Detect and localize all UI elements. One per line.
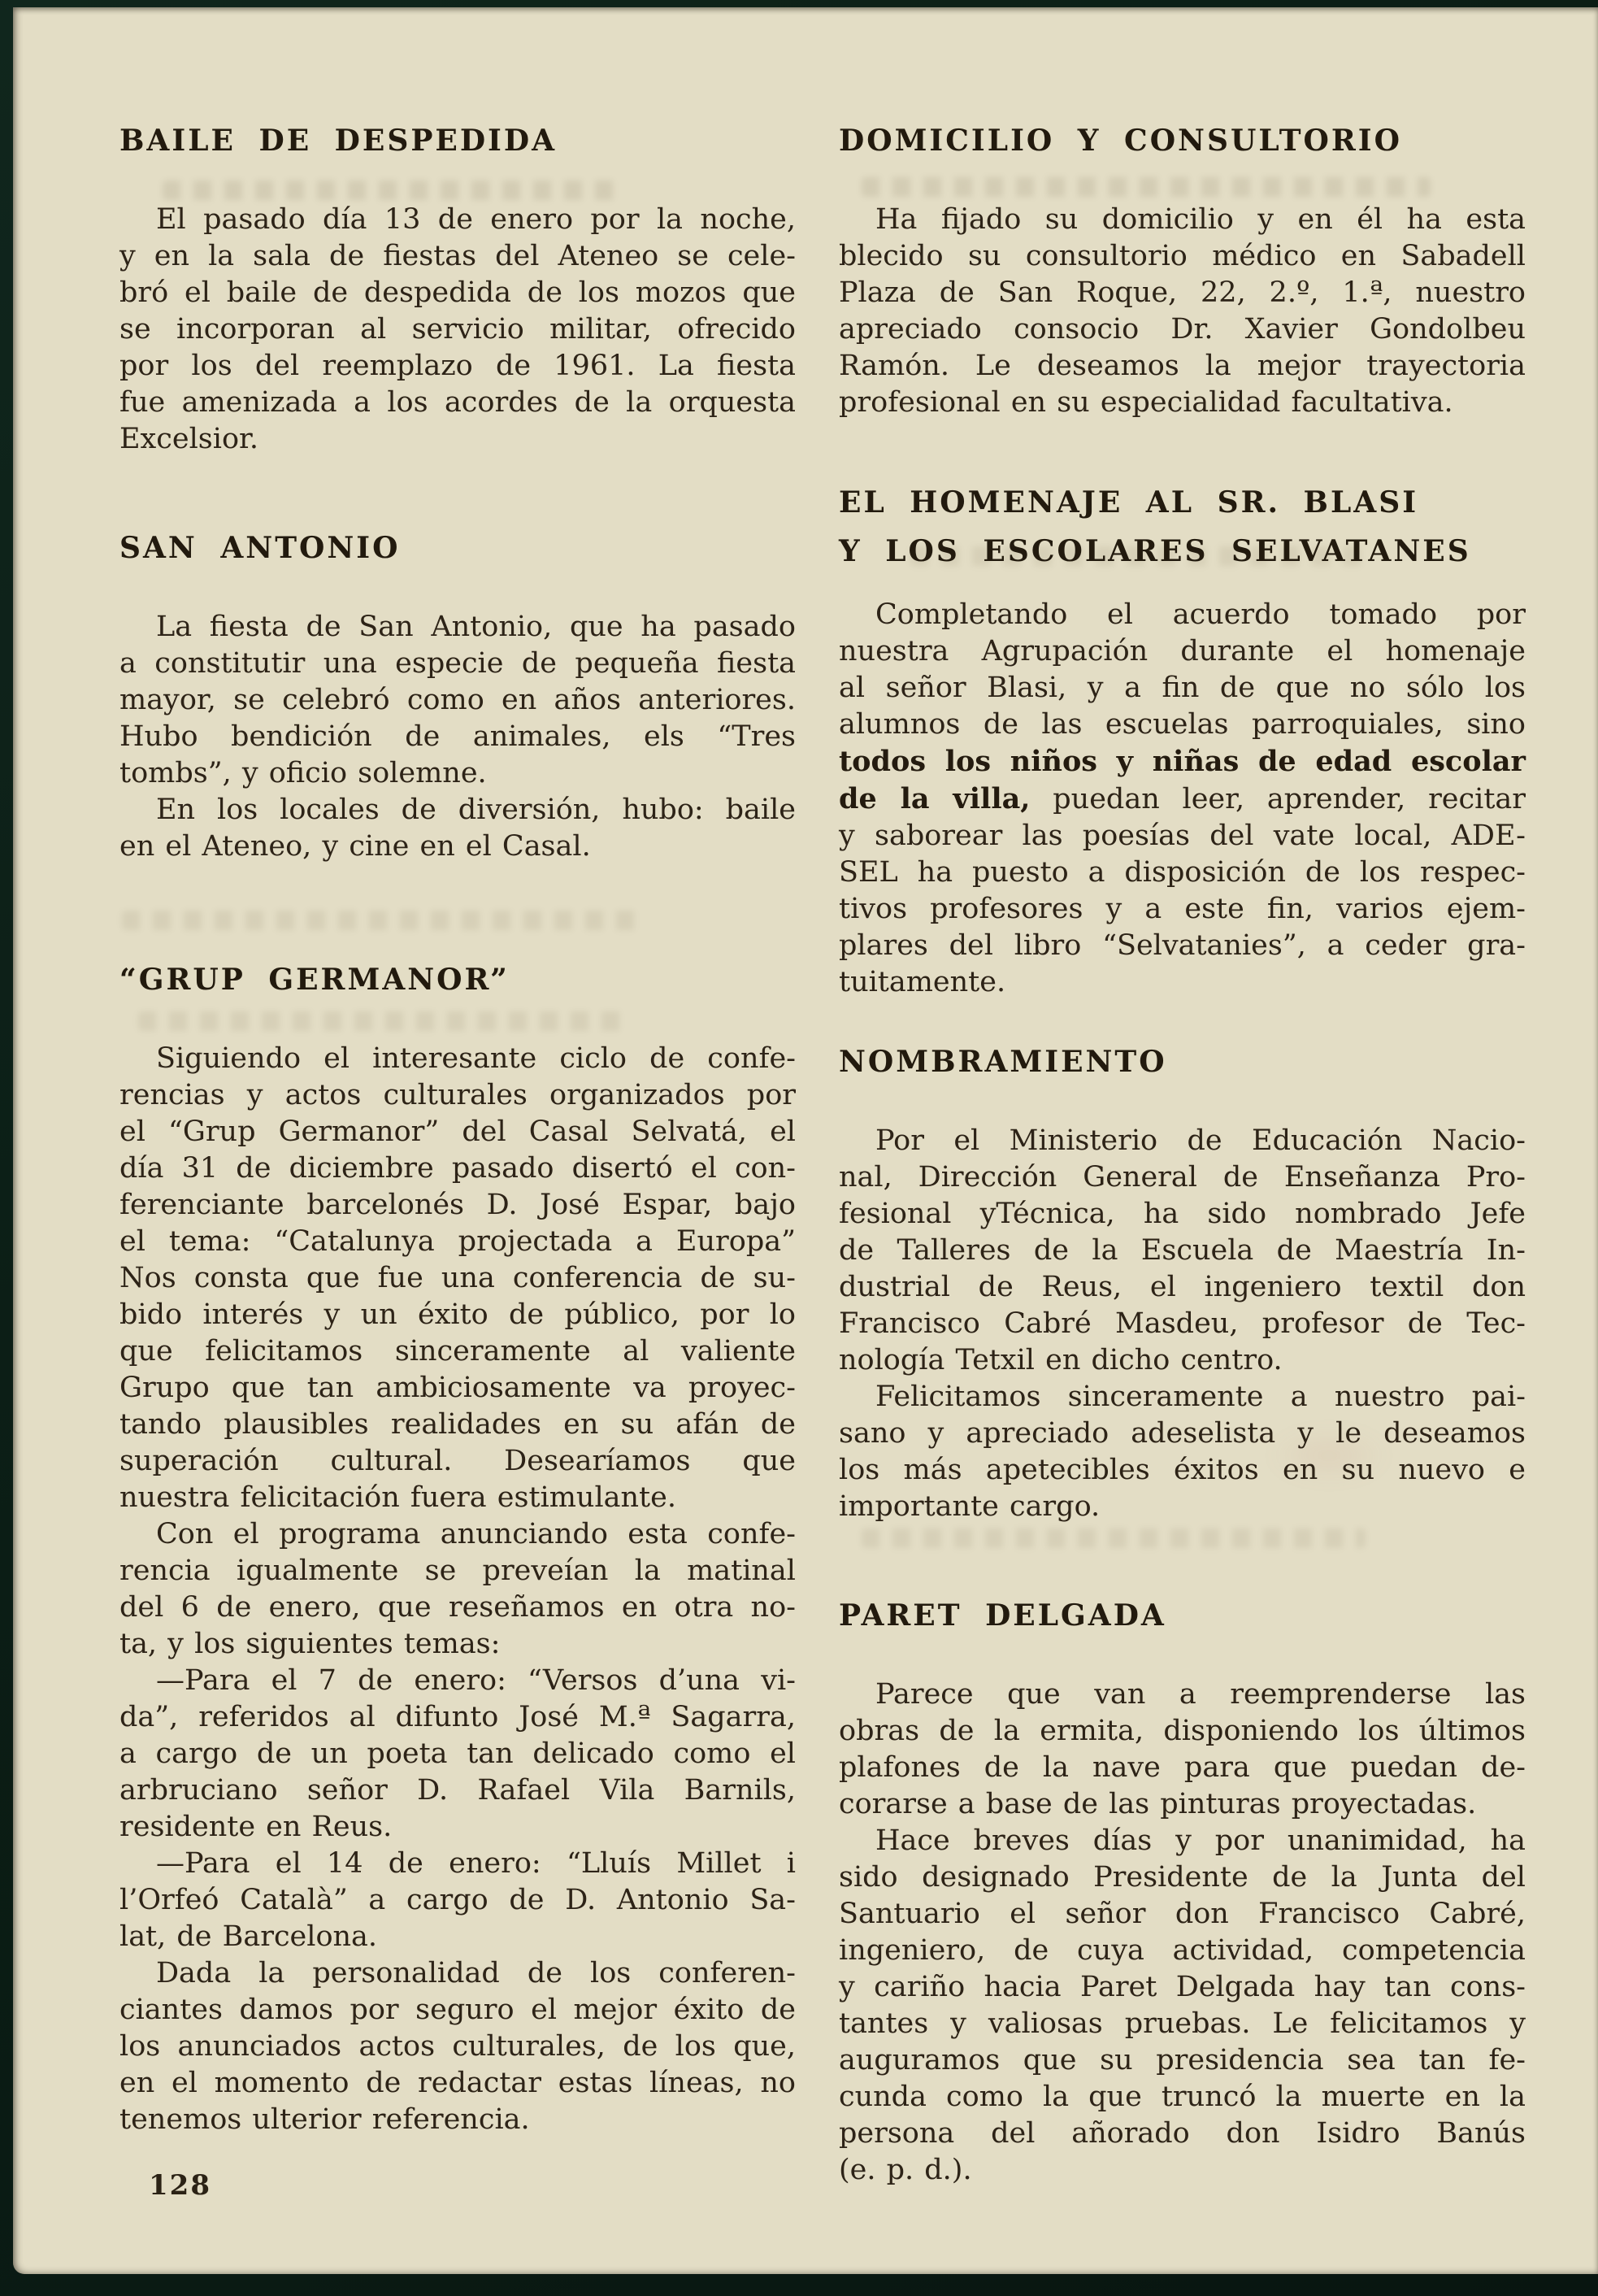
section-heading [839,122,1526,159]
text-line: Hubo bendición de animales, els “Tres [119,720,796,753]
text-line: nuestra Agrupación durante el homenaje [839,635,1526,667]
text-line: Completando el acuerdo tomado por [875,598,1526,631]
text-line: Excelsior. [119,423,259,455]
paragraph [119,609,796,792]
text-line: Con el programa anunciando esta confe- [156,1518,796,1550]
text-line [839,781,1526,818]
section-paret-delgada [839,1597,1526,2189]
section-heading [119,122,796,159]
section-body [119,609,796,865]
paragraph [119,1846,796,1955]
text-line: ta, y los siguientes temas: [119,1628,501,1660]
text-line: dustrial de Reus, el ingeniero textil don [839,1271,1526,1303]
text-line: persona del añorado don Isidro Banús [839,2117,1526,2150]
text-line: a cargo de un poeta tan delicado como el [119,1737,796,1770]
text-line: nología Tetxil en dicho centro. [839,1344,1283,1376]
paragraph [839,1379,1526,1525]
section-san-antonio [119,529,796,865]
text-line: y saborear las poesías del vate local, ADE- [839,820,1526,852]
paragraph [119,202,796,458]
text-line: Francisco Cabré Masdeu, profesor de Tec- [839,1307,1526,1340]
text-line: tenemos ulterior referencia. [119,2103,530,2136]
text-line: da”, referidos al difunto José M.ª Sagarra, [119,1701,796,1733]
text-line: —Para el 7 de enero: “Versos d’una vi- [156,1664,796,1697]
paragraph [119,1955,796,2138]
text-line: Por el Ministerio de Educación Nacio- [875,1124,1526,1157]
text-line: mayor, se celebró como en años anteriores. [119,684,796,716]
text-line: bró el baile de despedida de los mozos que [119,276,796,309]
text-line: que felicitamos sinceramente al valiente [119,1335,796,1368]
text-line: al señor Blasi, y a fin de que no sólo los [839,672,1526,704]
text-line: se incorporan al servicio militar, ofrecido [119,313,796,346]
text-line: Ha fijado su domicilio y en él ha esta [875,203,1526,236]
text-line: fue amenizada a los acordes de la orquesta [119,386,796,419]
text-line: en el Ateneo, y cine en el Casal. [119,830,591,863]
text-line: l’Orfeó Català” a cargo de D. Antonio Sa- [119,1884,796,1916]
section-body [839,597,1526,1001]
text-line: En los locales de diversión, hubo: baile [156,794,796,826]
text-line: corarse a base de las pinturas proyectadas. [839,1788,1477,1820]
text-line: ferenciante barcelonés D. José Espar, bajo [119,1189,796,1221]
text-line: arbruciano señor D. Rafael Vila Barnils, [119,1774,796,1807]
paragraph [119,1516,796,1663]
text-line: bido interés y un éxito de público, por lo [119,1298,796,1331]
text-line: fesional yTécnica, ha sido nombrado Jefe [839,1198,1526,1230]
bold-text-run: todos los niños y niñas de edad escolar [839,745,1526,778]
text-line: ingeniero, de cuya actividad, competencia [839,1934,1526,1967]
text-line: —Para el 14 de enero: “Lluís Millet i [156,1847,796,1880]
text-line: SEL ha puesto a disposición de los respec- [839,856,1526,889]
section-heading-line: Y LOS ESCOLARES SELVATANES [839,534,1471,568]
text-line: profesional en su especialidad facultativa. [839,386,1453,419]
text-line: a constitutir una especie de pequeña fiesta [119,647,796,680]
text-line: el “Grup Germanor” del Casal Selvatá, el [119,1115,796,1148]
text-line: sano y apreciado adeselista y le deseamos [839,1417,1526,1450]
section-grup-germanor [119,961,796,2138]
section-domicilio-y-consultorio [839,122,1526,421]
text-line: el tema: “Catalunya projectada a Europa” [119,1225,796,1258]
text-line: superación cultural. Desearíamos que [119,1445,796,1477]
text-line: residente en Reus. [119,1811,393,1843]
text-line: lat, de Barcelona. [119,1920,378,1953]
text-line [839,743,1526,781]
text-line: blecido su consultorio médico en Sabadell [839,240,1526,272]
text-line: Grupo que tan ambiciosamente va proyec- [119,1372,796,1404]
text-line: ciantes damos por seguro el mejor éxito de [119,1994,796,2026]
section-homenaje-blasi [839,478,1526,1001]
text-line: los anunciados actos culturales, de los que, [119,2030,796,2063]
text-line: Santuario el señor don Francisco Cabré, [839,1898,1526,1930]
section-heading-line: BAILE DE DESPEDIDA [119,124,558,158]
section-heading [839,478,1526,576]
text-line: tuitamente. [839,966,1006,998]
paragraph [839,1123,1526,1379]
text-line: de Talleres de la Escuela de Maestría In- [839,1234,1526,1267]
section-heading-line: “GRUP GERMANOR” [119,963,510,997]
bold-text-run: de la villa, [839,782,1031,815]
text-line: por los del reemplazo de 1961. La fiesta [119,350,796,382]
text-line: cunda como la que truncó la muerte en la [839,2081,1526,2113]
section-heading [119,529,796,567]
text-line: (e. p. d.). [839,2154,972,2186]
section-body [119,202,796,458]
text-line: Dada la personalidad de los conferen- [156,1957,796,1989]
text-line: rencias y actos culturales organizados por [119,1079,796,1111]
left-column [119,122,796,2138]
text-line: rencia igualmente se preveían la matinal [119,1555,796,1587]
text-line: del 6 de enero, que reseñamos en otra no- [119,1591,796,1624]
text-line: sido designado Presidente de la Junta del [839,1861,1526,1894]
text-line: Nos consta que fue una conferencia de su- [119,1262,796,1294]
section-heading-line: DOMICILIO Y CONSULTORIO [839,124,1402,158]
section-body [839,1676,1526,2189]
text-line: Parece que van a reemprenderse las [875,1678,1526,1711]
text-line: nuestra felicitación fuera estimulante. [119,1481,676,1514]
paragraph [119,792,796,865]
section-heading-line: NOMBRAMIENTO [839,1045,1167,1079]
paragraph [119,1663,796,1846]
section-body [119,1041,796,2138]
paragraph [839,1823,1526,2189]
text-line: y en la sala de fiestas del Ateneo se cele- [119,240,796,272]
text-line: tombs”, y oficio solemne. [119,757,487,789]
section-body [839,1123,1526,1525]
text-line: auguramos que su presidencia sea tan fe- [839,2044,1526,2076]
text-line: importante cargo. [839,1490,1101,1523]
section-heading-line: EL HOMENAJE AL SR. BLASI [839,485,1419,520]
paragraph [839,1676,1526,1823]
paragraph [839,202,1526,421]
section-heading [119,961,796,998]
section-heading-line: SAN ANTONIO [119,531,401,565]
section-heading [839,1597,1526,1634]
text-line: Siguiendo el interesante ciclo de confe- [156,1042,796,1075]
section-nombramiento [839,1043,1526,1525]
text-line: Ramón. Le deseamos la mejor trayectoria [839,350,1526,382]
text-line: alumnos de las escuelas parroquiales, sino [839,708,1526,741]
text-line: en el momento de redactar estas líneas, no [119,2067,796,2099]
text-run: puedan leer, aprender, recitar [1030,783,1526,815]
text-line: los más apetecibles éxitos en su nuevo e [839,1454,1526,1486]
text-line: tando plausibles realidades en su afán de [119,1408,796,1441]
text-line: tivos profesores y a este fin, varios ejem- [839,893,1526,925]
text-line: Hace breves días y por unanimidad, ha [875,1824,1526,1857]
section-heading [839,1043,1526,1081]
text-line: apreciado consocio Dr. Xavier Gondolbeu [839,313,1526,346]
section-body [839,202,1526,421]
text-line: Plaza de San Roque, 22, 2.º, 1.ª, nuestro [839,276,1526,309]
text-line: y cariño hacia Paret Delgada hay tan cons- [839,1971,1526,2003]
text-line: La fiesta de San Antonio, que ha pasado [156,611,796,643]
text-line: plafones de la nave para que puedan de- [839,1751,1526,1784]
text-line: nal, Dirección General de Enseñanza Pro- [839,1161,1526,1194]
section-heading-line: PARET DELGADA [839,1598,1166,1633]
text-line: obras de la ermita, disponiendo los últimos [839,1715,1526,1747]
paragraph [119,1041,796,1516]
text-line: tantes y valiosas pruebas. Le felicitamos y [839,2007,1526,2040]
section-baile-de-despedida [119,122,796,458]
text-line: día 31 de diciembre pasado disertó el con- [119,1152,796,1185]
text-line: El pasado día 13 de enero por la noche, [156,203,796,236]
right-column [839,122,1526,2189]
text-line: plares del libro “Selvatanies”, a ceder gra- [839,929,1526,962]
paragraph [839,597,1526,1001]
page-number: 128 [149,2169,211,2202]
text-line: Felicitamos sinceramente a nuestro pai- [875,1381,1526,1413]
